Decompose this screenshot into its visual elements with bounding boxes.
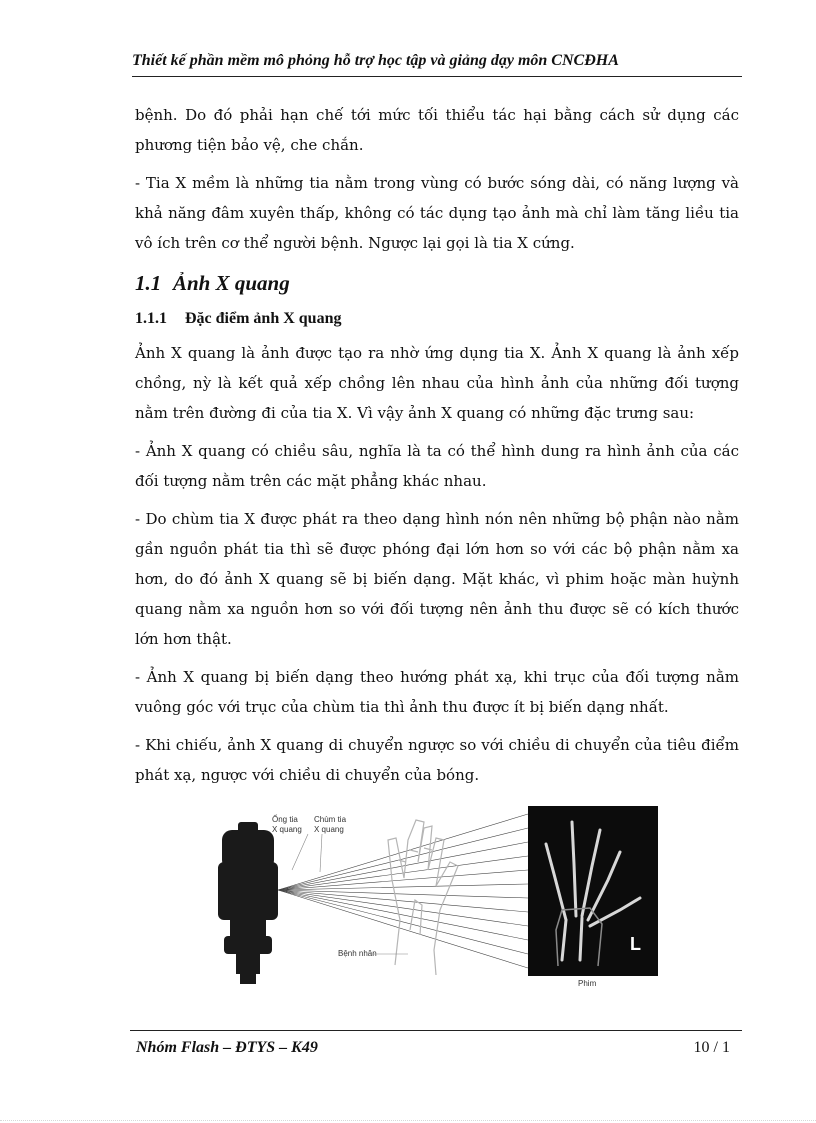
paragraph-4: - Ảnh X quang có chiều sâu, nghĩa là ta có thể hình dung ra hình ảnh của các đối tượng nằm trên các mặt phẳng khác nhau. [135,442,739,490]
page-bottom-divider [0,1120,816,1121]
xray-figure [210,800,670,990]
label-tube-line-2: X quang [272,825,302,834]
page-footer [130,1030,742,1056]
paragraph-3: Ảnh X quang là ảnh được tạo ra nhờ ứng dụng tia X. Ảnh X quang là ảnh xếp chồng, nỳ là kết quả xếp chồng lên nhau của hình ảnh của những đối tượng nằm trên đường đi của tia X. Vì vậy ảnh X quang có những đặc trưng sau: [135,344,739,422]
subsection-title: Đặc điểm ảnh X quang [185,310,342,327]
label-film: Phim [578,979,597,988]
xray-film [528,806,658,976]
xray-diagram [210,800,670,990]
paragraph-2: - Tia X mềm là những tia nằm trong vùng có bước sóng dài, có năng lượng và khả năng đâm xuyên thấp, không có tác dụng tạo ảnh mà chỉ làm tăng liều tia vô ích trên cơ thể người bệnh. Ngược lại gọi là tia X cứng. [135,174,739,252]
page-content [135,100,739,798]
hand-outline [388,820,458,975]
label-tube-line-1: Ống tia [272,815,298,824]
xray-beam [278,814,528,968]
section-heading [135,268,739,298]
label-beam-line-2: X quang [314,825,344,834]
page-header [132,52,742,77]
paragraph-7: - Khi chiếu, ảnh X quang di chuyển ngược so với chiều di chuyển của tiêu điểm phát xạ, ngược với chiều di chuyển của bóng. [135,736,739,784]
label-patient: Bệnh nhân [338,949,377,958]
section-number: 1.1 [135,271,162,295]
header-title: Thiết kế phần mềm mô phỏng hỗ trợ học tập và giảng dạy môn CNCĐHA [132,52,619,69]
footer-group: Nhóm Flash – ĐTYS – K49 [136,1039,318,1056]
page-number: 10 / 1 [693,1039,730,1056]
paragraph-5: - Do chùm tia X được phát ra theo dạng hình nón nên những bộ phận nào nằm gần nguồn phát tia thì sẽ được phóng đại lớn hơn so với các bộ phận nằm xa hơn, do đó ảnh X quang sẽ bị biến dạng. Mặt khác, vì phim hoặc màn huỳnh quang nằm xa nguồn hơn so với đối tượng nên ảnh thu được sẽ có kích thước lớn hơn thật. [135,510,739,648]
section-title: Ảnh X quang [173,271,290,295]
paragraph-1: bệnh. Do đó phải hạn chế tới mức tối thiểu tác hại bằng cách sử dụng các phương tiện bảo vệ, che chắn. [135,106,739,154]
label-beam-line-1: Chùm tia [314,815,347,824]
subsection-heading [135,304,739,334]
xray-tube-icon [218,822,278,984]
paragraph-6: - Ảnh X quang bị biến dạng theo hướng phát xạ, khi trục của đối tượng nằm vuông góc với trục của chùm tia thì ảnh thu được ít bị biến dạng nhất. [135,668,739,716]
film-side-label: L [630,934,641,954]
subsection-number: 1.1.1 [135,310,167,327]
